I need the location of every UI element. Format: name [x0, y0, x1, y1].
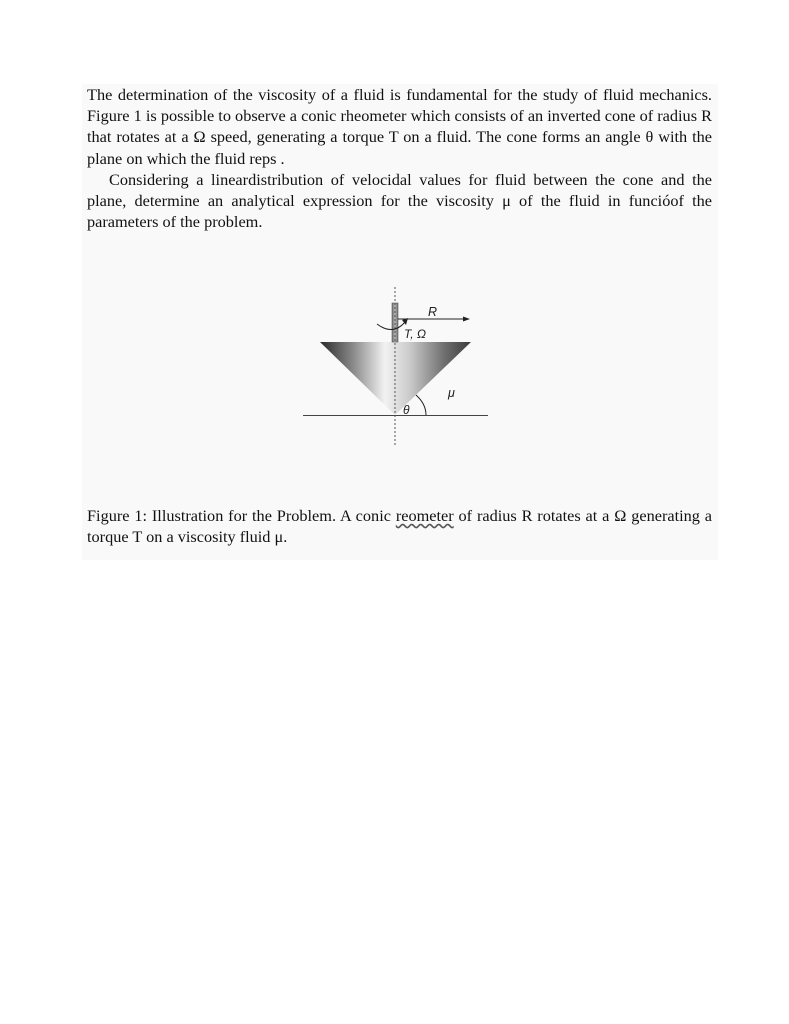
problem-paragraph-2: Considering a lineardistribution of velocidal values for fluid between the cone and the plane, determine an analytical expression for the viscosity μ of the fluid in funcióof the parameters of the problem.	[87, 169, 712, 232]
figure-1	[82, 240, 718, 502]
angle-arc	[416, 395, 426, 415]
caption-suffix: of radius R rotates at a Ω generating a torque T on a viscosity fluid μ.	[87, 506, 712, 547]
radius-arrow-head	[463, 317, 470, 322]
torque-speed-label: T, Ω	[404, 327, 427, 341]
radius-label: R	[428, 305, 438, 319]
angle-label: θ	[403, 403, 410, 417]
caption-prefix: Figure 1: Illustration for the Problem. A conic	[87, 506, 396, 525]
caption-misspelled-word: reometer	[395, 506, 454, 525]
problem-paragraph-1: The determination of the viscosity of a fluid is fundamental for the study of fluid mechanics. Figure 1 is possible to observe a conic rheometer which consists of an inverted cone of radius R that rotates at a Ω speed, generating a torque T on a fluid. The cone forms an angle θ with the plane on which the fluid reps .	[87, 85, 712, 168]
viscosity-label: μ	[448, 386, 455, 400]
problem-statement	[82, 84, 718, 240]
rotation-arrow	[377, 322, 405, 330]
cone-rheometer-diagram	[82, 240, 718, 502]
figure-caption	[82, 502, 718, 560]
caption-text	[87, 505, 712, 547]
